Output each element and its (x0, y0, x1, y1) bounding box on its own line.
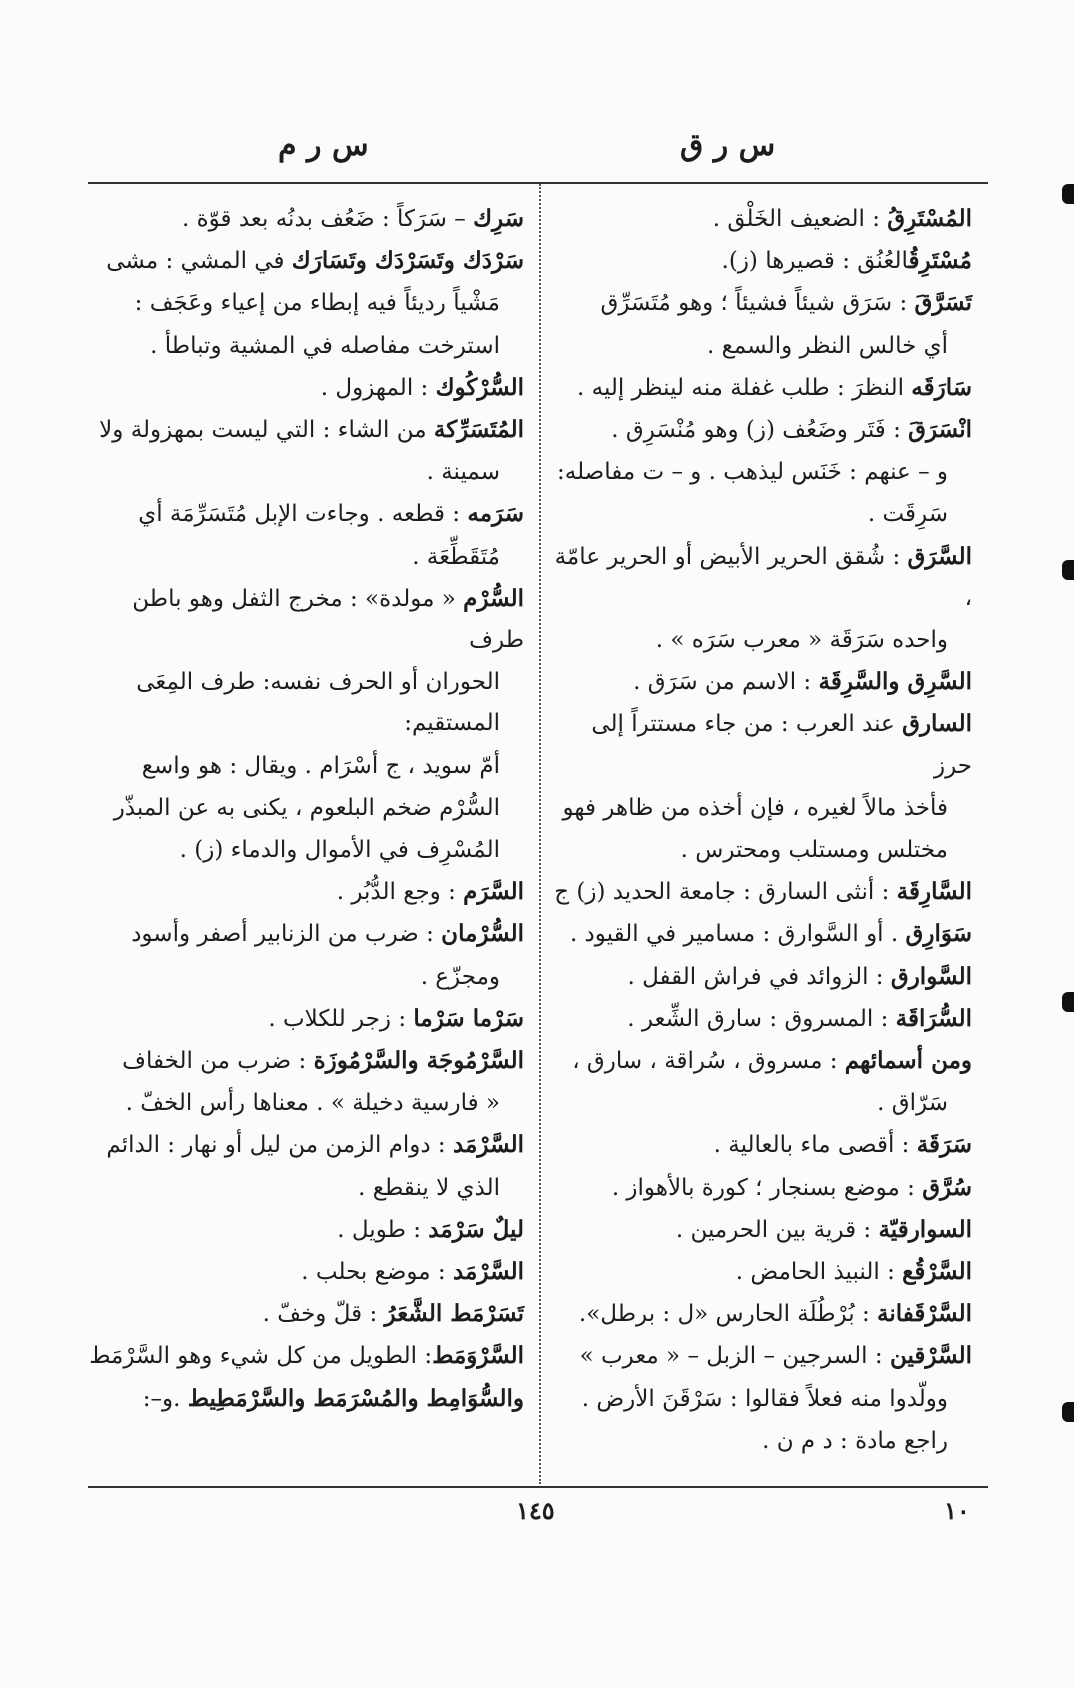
dictionary-line (550, 451, 972, 493)
page-number: ١٤٥ (516, 1496, 555, 1525)
edge-mark (1062, 1402, 1074, 1422)
dictionary-line (88, 282, 524, 324)
entry-text: استرخت مفاصله في المشية وتباطأ . (150, 332, 500, 359)
entry-text: في المشي : مشى (106, 248, 292, 275)
entry-text: : أقصى ماء بالعالية . (713, 1132, 917, 1159)
dictionary-line (88, 325, 524, 367)
entry-text: مختلس ومستلب ومحترس . (680, 837, 948, 864)
dictionary-line (88, 1293, 524, 1335)
dictionary-line (88, 871, 524, 913)
entry-text: سَرِقَت . (867, 501, 948, 528)
entry-text: النظرَ : طلب غفلة منه لينظر إليه . (577, 374, 912, 401)
left-column (88, 198, 524, 1420)
dictionary-line (550, 661, 972, 703)
dictionary-line (88, 536, 524, 578)
entry-text: راجع مادة : د م ن . (762, 1427, 948, 1454)
dictionary-line (88, 240, 524, 282)
entry-text: : الضعيف الخَلْق . (712, 206, 888, 232)
dictionary-line (88, 1378, 524, 1420)
right-column (550, 198, 972, 1462)
dictionary-line (550, 1378, 972, 1420)
dictionary-line (88, 787, 524, 829)
entry-text: « مولدة» : مخرج الثفل وهو باطن طرف (132, 585, 524, 654)
dictionary-line (88, 745, 524, 787)
dictionary-line (550, 493, 972, 535)
entry-text: : ضرب من الزنابير أصفر وأسود (131, 921, 442, 948)
entry-term: السَّرْمُوجَة والسَّرْمُوزَة (313, 1047, 524, 1075)
dictionary-line (88, 409, 524, 451)
dictionary-line (550, 619, 972, 661)
entry-text: و – عنهم : خَنَس ليذهب . و – ت مفاصله: (556, 459, 948, 486)
dictionary-line (550, 871, 972, 913)
entry-term: المُسْتَرِقُ (887, 205, 972, 232)
entry-text: « فارسية دخيلة » . معناها رأس الخفّ . (125, 1090, 500, 1117)
entry-term: سَرْما سَرْما (413, 1004, 524, 1032)
entry-text: . أو السَّوارق : مسامير في القيود . (569, 921, 906, 948)
entry-text: : مسروق ، سُراقة ، سارق ، (572, 1048, 845, 1075)
entry-term: السُّرْمان (441, 920, 524, 948)
dictionary-line (88, 661, 524, 744)
entry-term: السَّرْمَد (453, 1258, 524, 1286)
dictionary-line (88, 829, 524, 871)
dictionary-line (550, 1335, 972, 1377)
entry-term: والسُّوَامِط والمُسْرَمَط والسَّرْمَطِيط (187, 1384, 524, 1412)
dictionary-line (550, 1124, 972, 1166)
dictionary-line (550, 1082, 972, 1124)
entry-term: سَرَمه (467, 500, 524, 528)
entry-text: : بُرْطُلَة الحارس «ل : برطل». (578, 1301, 878, 1328)
bottom-rule (88, 1486, 988, 1488)
dictionary-line (550, 703, 972, 786)
entry-text: : سَرَق شيئاً فشيئاً ؛ وهو مُتَسَرِّق (600, 290, 915, 317)
entry-term: السارق (902, 710, 972, 738)
entry-text: الذي لا ينقطع . (358, 1174, 500, 1201)
entry-text: – سَرَكاً : ضَعُف بدنُه بعد قوّة . (181, 206, 474, 232)
edge-mark (1062, 992, 1074, 1012)
dictionary-line (550, 1293, 972, 1335)
dictionary-line (550, 409, 972, 451)
dictionary-line (88, 367, 524, 409)
right-column-header: س ر ق (680, 128, 776, 163)
entry-term: المُتَسَرِّكة (433, 416, 524, 444)
entry-term: السُّرَاقَة (895, 1004, 972, 1032)
entry-text: فأخذ مالاً لغيره ، فإن أخذه من ظاهر فهو (562, 794, 948, 821)
dictionary-line (88, 451, 524, 493)
entry-text: أي خالس النظر والسمع . (707, 332, 948, 359)
entry-term: تَسَرَّقَ (914, 289, 972, 317)
entry-text: : الطويل من كل شيء وهو السَّرْمَط (89, 1343, 433, 1370)
dictionary-line (550, 240, 972, 282)
entry-term: السوارقيّة (878, 1215, 972, 1243)
entry-text: ومجزّع . (420, 963, 500, 990)
entry-term: السَّرْقَفانة (877, 1300, 972, 1328)
dictionary-line (88, 578, 524, 661)
dictionary-line (550, 1040, 972, 1082)
entry-term: ومن أسمائهم (844, 1047, 972, 1075)
dictionary-line (550, 536, 972, 619)
dictionary-line (550, 913, 972, 955)
dictionary-line (550, 1167, 972, 1209)
dictionary-line (88, 1209, 524, 1251)
entry-text: : طويل . (337, 1216, 429, 1243)
entry-text: السُّرْم ضخم البلعوم ، يكنى به عن المبذّر (113, 794, 500, 821)
entry-term: سُرَّق (922, 1173, 972, 1201)
dictionary-line (550, 998, 972, 1040)
dictionary-line (550, 198, 972, 240)
entry-term: السَّرْمَد (453, 1131, 524, 1159)
entry-term: تَسَرْمَط الشَّعَرُ (384, 1300, 524, 1328)
column-divider (539, 184, 541, 1484)
entry-term: السَّرِق والسَّرِقَة (818, 668, 972, 696)
entry-text: الحوران أو الحرف نفسه: طرف المِعَى المستقيم: (136, 669, 500, 737)
dictionary-line (550, 325, 972, 367)
entry-text: : دوام الزمن من ليل أو نهار : الدائم (106, 1132, 453, 1159)
entry-text: المُسْرِف في الأموال والدماء (ز) . (179, 837, 500, 864)
entry-text: .و–: (142, 1385, 188, 1412)
entry-text: : موضع بحلب . (301, 1259, 453, 1286)
top-rule (88, 182, 988, 184)
dictionary-line (88, 1082, 524, 1124)
dictionary-line (550, 787, 972, 829)
entry-term: السَّرْقُع (902, 1258, 972, 1286)
dictionary-line (88, 1251, 524, 1293)
entry-text: : وجع الدُّبُر . (336, 879, 464, 906)
dictionary-line (88, 1167, 524, 1209)
entry-term: السُّرْكُوك (435, 373, 524, 401)
entry-text: : شُقق الحرير الأبيض أو الحرير عامّة ، (554, 543, 972, 611)
dictionary-line (550, 956, 972, 998)
entry-term: السَّرَق (907, 542, 972, 570)
dictionary-line (88, 1040, 524, 1082)
entry-term: سَرْدَك وتَسَرْدَك وتَسَارَك (291, 247, 524, 275)
entry-text: : النبيذ الحامض . (735, 1259, 903, 1286)
entry-text: العُنُق : قصيرها (ز). (721, 248, 909, 275)
entry-text: : ضرب من الخفاف (122, 1048, 314, 1075)
entry-term: سَرَقَة (916, 1131, 972, 1159)
dictionary-line (550, 829, 972, 871)
entry-text: سمينة . (426, 459, 500, 486)
dictionary-line (88, 913, 524, 955)
entry-text: وولّدوا منه فعلاً فقالوا : سَرْقَنَ الأرض . (581, 1385, 948, 1412)
entry-text: : فَتَر وضَعُف (ز) وهو مُنْسَرِق . (611, 417, 909, 444)
entry-term: سَرِك (473, 205, 524, 232)
entry-text: : السرجين – الزبل – « معرب » (579, 1343, 890, 1370)
dictionary-line (88, 998, 524, 1040)
entry-term: السَّرْقين (889, 1342, 972, 1370)
entry-term: مُسْتَرِقُ (908, 247, 972, 275)
entry-text: عند العرب : من جاء مستتراً إلى حرز (591, 711, 972, 779)
entry-term: ليلٌ سَرْمَد (428, 1215, 524, 1243)
entry-text: : قلّ وخفّ . (262, 1301, 385, 1328)
entry-text: : الاسم من سَرَق . (633, 669, 819, 696)
entry-term: انْسَرَقَ (908, 416, 972, 444)
entry-text: أمّ سويد ، ج أسْرَام . ويقال : هو واسع (141, 752, 500, 779)
dictionary-line (88, 198, 524, 240)
entry-text: مَشْياً رديئاً فيه إبطاء من إعياء وعَجَف : (134, 290, 500, 317)
edge-mark (1062, 184, 1074, 204)
entry-text: : الزوائد في فراش القفل . (627, 963, 891, 990)
left-column-header: س ر م (278, 128, 369, 163)
dictionary-line (550, 1420, 972, 1462)
entry-text: : أنثى السارق : جامعة الحديد (ز) ج (554, 879, 897, 906)
dictionary-line (88, 1124, 524, 1166)
dictionary-line (88, 493, 524, 535)
entry-text: : زجر للكلاب . (268, 1005, 414, 1032)
dictionary-line (88, 956, 524, 998)
entry-term: السَّارِقَة (896, 878, 972, 906)
entry-text: مُتَقَطِّعَة . (412, 543, 500, 570)
entry-text: : قرية بين الحرمين . (675, 1216, 879, 1243)
entry-term: سَوَارِق (905, 920, 972, 948)
entry-text: من الشاء : التي ليست بمهزولة ولا (99, 417, 434, 444)
dictionary-line (88, 1335, 524, 1377)
entry-term: السَّرْوَمَط (432, 1342, 524, 1370)
entry-text: : المهزول . (320, 374, 436, 401)
dictionary-line (550, 282, 972, 324)
dictionary-line (550, 1209, 972, 1251)
entry-term: سَارَقَه (911, 373, 972, 401)
entry-term: السُّرْم (463, 584, 524, 612)
entry-text: : قطعه . وجاءت الإبل مُتَسَرِّمَة أي (138, 501, 468, 528)
edge-mark (1062, 560, 1074, 580)
entry-text: سَرّاق . (877, 1090, 948, 1117)
dictionary-line (550, 1251, 972, 1293)
entry-text: واحده سَرَقَة « معرب سَرَه » . (655, 627, 948, 654)
section-number: ١٠ (944, 1496, 970, 1525)
entry-text: : المسروق : سارق الشِّعر . (627, 1005, 896, 1032)
entry-text: : موضع بسنجار ؛ كورة بالأهواز . (611, 1174, 923, 1201)
entry-term: السَّوارق (890, 962, 972, 990)
dictionary-line (550, 367, 972, 409)
entry-term: السَّرَم (463, 878, 524, 906)
